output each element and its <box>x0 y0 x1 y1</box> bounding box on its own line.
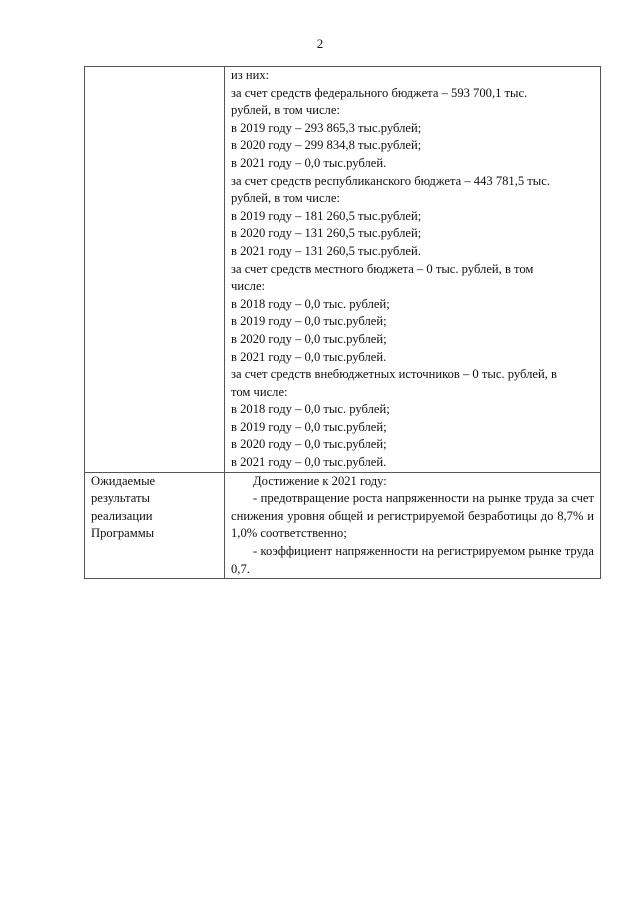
funding-line: в 2018 году – 0,0 тыс. рублей; <box>231 402 390 417</box>
funding-line: в 2019 году – 181 260,5 тыс.рублей; <box>231 208 422 223</box>
funding-line: в 2019 году – 0,0 тыс.рублей; <box>231 419 387 434</box>
program-passport-table <box>84 66 601 579</box>
funding-line: за счет средств республиканского бюджета – 443 781,5 тыс. <box>231 173 551 188</box>
funding-line: в 2021 году – 131 260,5 тыс.рублей. <box>231 243 421 258</box>
funding-line: из них: <box>231 68 270 82</box>
funding-line: в 2021 году – 0,0 тыс.рублей. <box>231 155 387 170</box>
funding-row <box>85 67 601 473</box>
funding-line: за счет средств федерального бюджета – 593 700,1 тыс. <box>231 85 528 100</box>
funding-line: рублей, в том числе: <box>231 191 340 206</box>
results-intro: Достижение к 2021 году: <box>253 473 387 488</box>
funding-line: числе: <box>231 279 266 294</box>
results-content-cell <box>225 472 601 579</box>
funding-line: в 2018 году – 0,0 тыс. рублей; <box>231 296 390 311</box>
results-label-cell <box>85 472 225 579</box>
results-row <box>85 472 601 579</box>
funding-line: в 2020 году – 299 834,8 тыс.рублей; <box>231 138 422 153</box>
results-label-line: результаты <box>91 491 150 506</box>
funding-line: в 2020 году – 131 260,5 тыс.рублей; <box>231 226 422 241</box>
results-label-line: Ожидаемые <box>91 473 156 488</box>
funding-content-cell <box>225 67 601 473</box>
funding-label-cell <box>85 67 225 473</box>
results-bullet: - предотвращение роста напряженности на рынке труда за счет снижения уровня общей и регистрируемой безработицы до 8,7% и 1,0% соответственно; <box>231 491 594 541</box>
funding-line: за счет средств внебюджетных источников – 0 тыс. рублей, в <box>231 367 557 382</box>
funding-line: в 2019 году – 0,0 тыс.рублей; <box>231 314 387 329</box>
results-bullet: - коэффициент напряженности на регистрируемом рынке труда 0,7. <box>231 544 594 576</box>
funding-line: за счет средств местного бюджета – 0 тыс. рублей, в том <box>231 261 534 276</box>
results-label-line: Программы <box>91 526 155 541</box>
funding-line: в 2020 году – 0,0 тыс.рублей; <box>231 437 387 452</box>
funding-line: в 2021 году – 0,0 тыс.рублей. <box>231 455 387 470</box>
page-number: 2 <box>316 36 324 51</box>
funding-line: в 2021 году – 0,0 тыс.рублей. <box>231 349 387 364</box>
funding-line: в 2019 году – 293 865,3 тыс.рублей; <box>231 120 422 135</box>
funding-line: рублей, в том числе: <box>231 103 340 118</box>
funding-line: том числе: <box>231 384 288 399</box>
funding-line: в 2020 году – 0,0 тыс.рублей; <box>231 331 387 346</box>
results-label-line: реализации <box>91 508 153 523</box>
